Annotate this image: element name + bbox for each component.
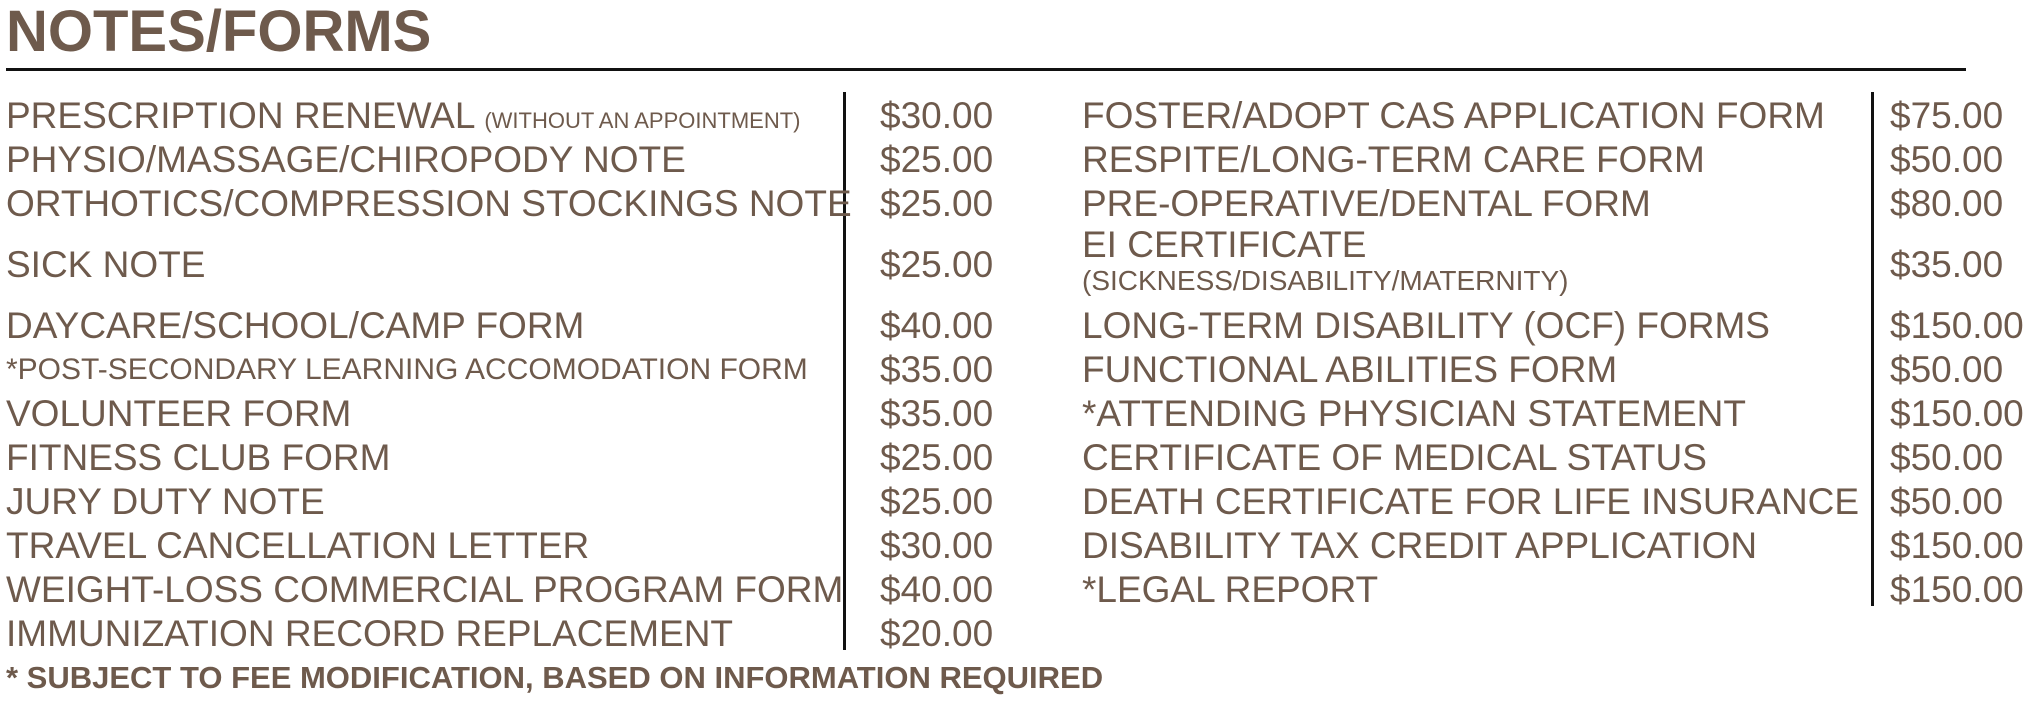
right-column-divider: [1871, 92, 1874, 606]
fee-item-price: $25.00: [880, 481, 994, 522]
fee-item-note: (WITHOUT AN APPOINTMENT): [484, 108, 801, 133]
fee-item-price: $50.00: [1890, 139, 2004, 180]
fee-item-name: RESPITE/LONG-TERM CARE FORM: [1082, 139, 1705, 180]
fee-item-price: $150.00: [1890, 569, 2024, 610]
fee-item-price: $25.00: [880, 139, 994, 180]
fee-item-price: $150.00: [1890, 393, 2024, 434]
fee-item-name: *POST-SECONDARY LEARNING ACCOMODATION FORM: [6, 353, 808, 386]
fee-item-note: (SICKNESS/DISABILITY/MATERNITY): [1082, 265, 1569, 296]
fee-item-price: $30.00: [880, 525, 994, 566]
fee-item-name: SICK NOTE: [6, 244, 206, 285]
fee-item-name: JURY DUTY NOTE: [6, 481, 325, 522]
fee-item-name: IMMUNIZATION RECORD REPLACEMENT: [6, 613, 734, 654]
fee-item-name: PHYSIO/MASSAGE/CHIROPODY NOTE: [6, 139, 686, 180]
fee-item-name: DAYCARE/SCHOOL/CAMP FORM: [6, 305, 585, 346]
fee-item-price: $30.00: [880, 95, 994, 136]
fee-item-name: TRAVEL CANCELLATION LETTER: [6, 525, 590, 566]
fee-item-price: $40.00: [880, 305, 994, 346]
fee-item-name: *LEGAL REPORT: [1082, 569, 1379, 610]
footnote: * SUBJECT TO FEE MODIFICATION, BASED ON INFORMATION REQUIRED: [6, 660, 1104, 695]
fee-item-price: $50.00: [1890, 349, 2004, 390]
fee-item-price: $35.00: [1890, 244, 2004, 285]
fee-item-name: WEIGHT-LOSS COMMERCIAL PROGRAM FORM: [6, 569, 844, 610]
fee-item-price: $50.00: [1890, 437, 2004, 478]
fee-item-name: FOSTER/ADOPT CAS APPLICATION FORM: [1082, 95, 1825, 136]
fee-item-price: $35.00: [880, 349, 994, 390]
fee-item-name: PRESCRIPTION RENEWAL (WITHOUT AN APPOINTMENT): [6, 95, 801, 136]
fee-item-price: $150.00: [1890, 525, 2024, 566]
fee-item-name: FUNCTIONAL ABILITIES FORM: [1082, 349, 1618, 390]
fee-item-price: $80.00: [1890, 183, 2004, 224]
fee-item-price: $25.00: [880, 183, 994, 224]
fee-item-price: $25.00: [880, 244, 994, 285]
fee-item-name: *ATTENDING PHYSICIAN STATEMENT: [1082, 393, 1746, 434]
page-title: NOTES/FORMS: [6, 0, 432, 64]
fee-item-name: DISABILITY TAX CREDIT APPLICATION: [1082, 525, 1758, 566]
left-column-divider: [843, 92, 846, 650]
fee-item-name: FITNESS CLUB FORM: [6, 437, 391, 478]
fee-item-price: $40.00: [880, 569, 994, 610]
fee-item-price: $35.00: [880, 393, 994, 434]
fee-item-name: CERTIFICATE OF MEDICAL STATUS: [1082, 437, 1707, 478]
fee-item-name: EI CERTIFICATE (SICKNESS/DISABILITY/MATERNITY): [1082, 224, 1569, 296]
fee-item-name: ORTHOTICS/COMPRESSION STOCKINGS NOTE: [6, 183, 852, 224]
title-rule: [6, 68, 1966, 71]
fee-item-price: $20.00: [880, 613, 994, 654]
fee-item-name: PRE-OPERATIVE/DENTAL FORM: [1082, 183, 1651, 224]
fee-item-price: $25.00: [880, 437, 994, 478]
fee-item-price: $50.00: [1890, 481, 2004, 522]
fee-item-price: $75.00: [1890, 95, 2004, 136]
fee-item-price: $150.00: [1890, 305, 2024, 346]
fee-item-name: VOLUNTEER FORM: [6, 393, 352, 434]
fee-item-name: LONG-TERM DISABILITY (OCF) FORMS: [1082, 305, 1770, 346]
fee-item-name: DEATH CERTIFICATE FOR LIFE INSURANCE: [1082, 481, 1860, 522]
